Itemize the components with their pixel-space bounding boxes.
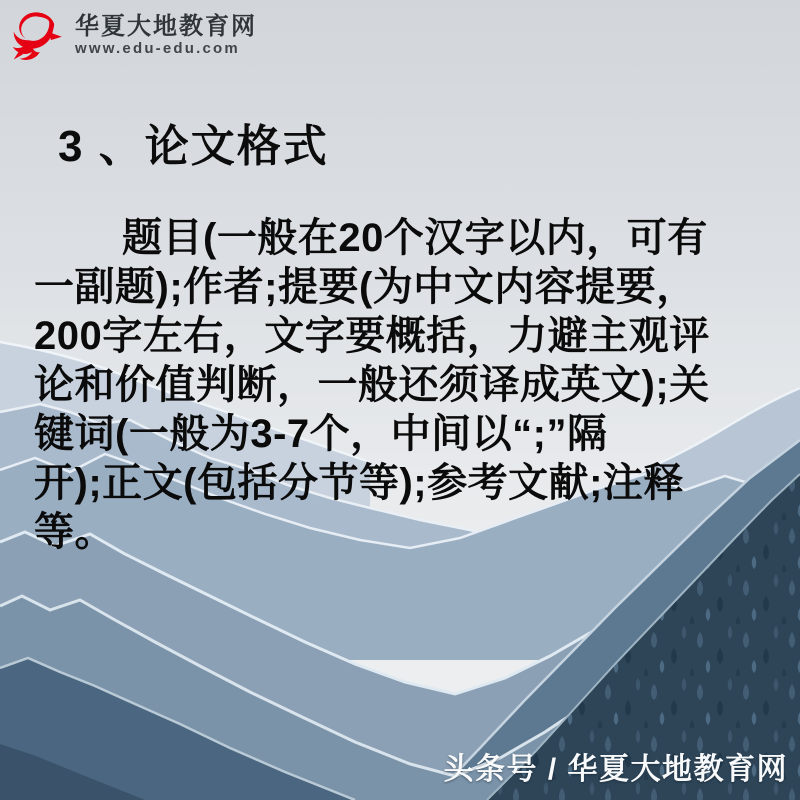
brand-name: 华夏大地教育网 <box>75 12 257 40</box>
body-text <box>34 214 786 557</box>
body-line: 开);正文(包括分节等);参考文献;注释 <box>34 461 684 505</box>
page-title: 3 、论文格式 <box>58 122 329 171</box>
body-line: 等。 <box>34 510 115 554</box>
brand-bird-icon <box>12 8 66 62</box>
body-line: 一副题);作者;提要(为中文内容提要， <box>34 265 697 309</box>
body-line: 题目(一般在20个汉字以内，可有 <box>122 216 708 260</box>
body-line: 论和价值判断，一般还须译成英文);关 <box>34 363 710 407</box>
brand-url: www.edu-edu.com <box>75 39 240 57</box>
body-line: 键词(一般为3-7个，中间以“;”隔 <box>34 412 608 456</box>
site-header <box>12 8 257 62</box>
brand-text-block <box>75 14 257 57</box>
watermark: 头条号 / 华夏大地教育网 <box>443 753 788 786</box>
body-line: 200字左右，文字要概括，力避主观评 <box>34 314 710 358</box>
